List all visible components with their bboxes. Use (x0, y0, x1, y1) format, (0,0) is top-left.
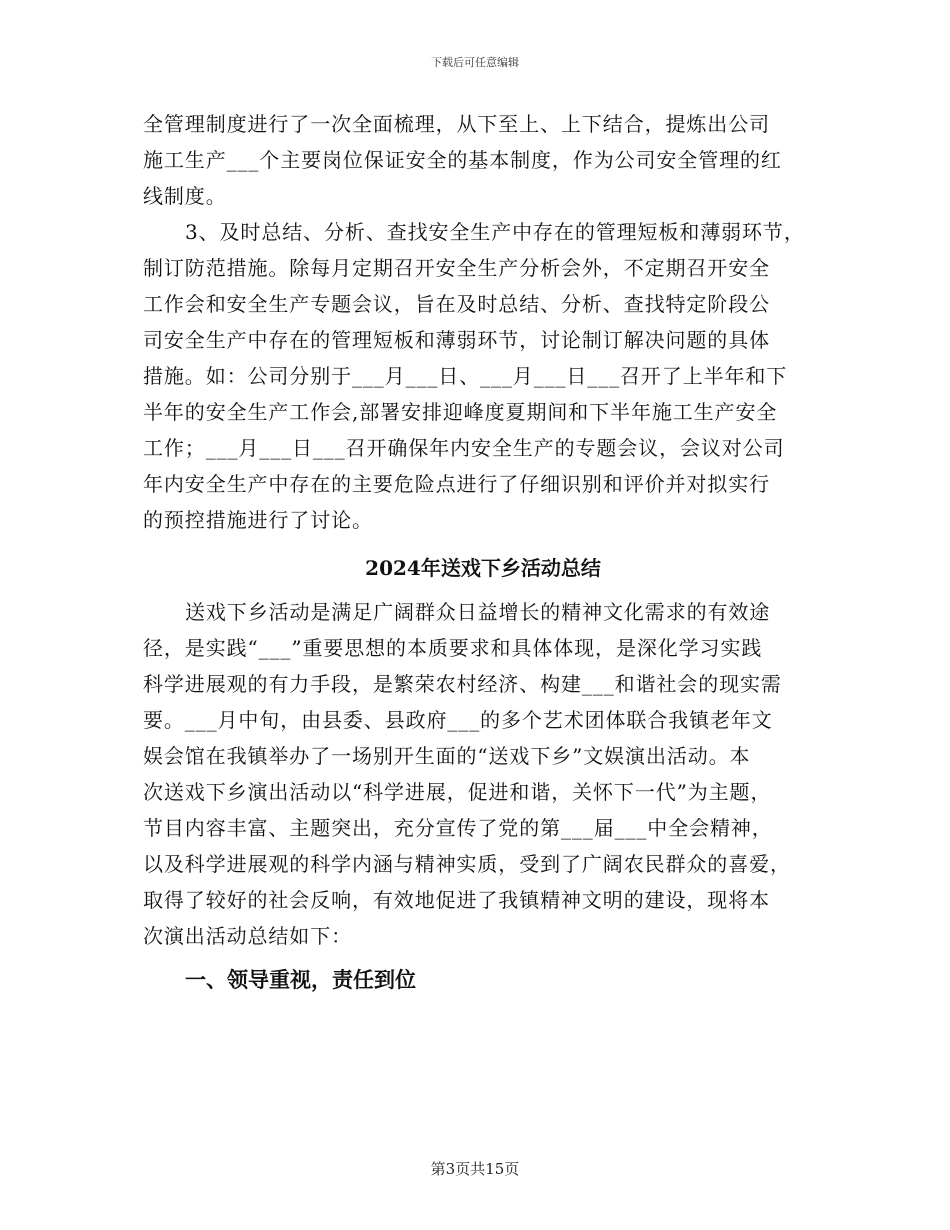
text-line: 以及科学进展观的科学内涵与精神实质，受到了广阔农民群众的喜爱， (143, 852, 791, 876)
article-intro (143, 594, 823, 954)
text-line: 次演出活动总结如下： (143, 924, 352, 948)
section-safety-analysis (143, 214, 823, 538)
text-line: 制订防范措施。除每月定期召开安全生产分析会外，不定期召开安全 (143, 256, 770, 280)
text-line: 科学进展观的有力手段，是繁荣农村经济、构建___和谐社会的现实需 (143, 672, 782, 696)
article-title: 2024年送戏下乡活动总结 (365, 556, 601, 580)
text-line: 3、及时总结、分析、查找安全生产中存在的管理短板和薄弱环节， (185, 220, 805, 244)
text-line: 节目内容丰富、主题突出，充分宣传了党的第___届___中全会精神， (143, 816, 773, 840)
text-line: 要。___月中旬，由县委、县政府___的多个艺术团体联合我镇老年文 (143, 708, 773, 732)
text-line: 年内安全生产中存在的主要危险点进行了仔细识别和评价并对拟实行 (143, 472, 770, 496)
text-line: 措施。如：公司分别于___月___日、___月___日___召开了上半年和下 (143, 364, 788, 388)
text-line: 工作；___月___日___召开确保年内安全生产的专题会议，会议对公司 (143, 436, 785, 460)
text-line: 司安全生产中存在的管理短板和薄弱环节，讨论制订解决问题的具体 (143, 328, 770, 352)
text-line: 工作会和安全生产专题会议，旨在及时总结、分析、查找特定阶段公 (143, 292, 770, 316)
section-safety-rules (143, 106, 823, 214)
text-line: 送戏下乡活动是满足广阔群众日益增长的精神文化需求的有效途 (185, 600, 771, 624)
text-line: 施工生产___个主要岗位保证安全的基本制度，作为公司安全管理的红 (143, 148, 782, 172)
text-line: 娱会馆在我镇举办了一场别开生面的“送戏下乡”文娱演出活动。本 (143, 744, 751, 768)
section-heading: 一、领导重视，责任到位 (185, 967, 416, 992)
page-header-note: 下载后可任意编辑 (431, 56, 519, 69)
text-line: 次送戏下乡演出活动以“科学进展，促进和谐，关怀下一代”为主题， (143, 780, 772, 804)
document-body (143, 106, 823, 1000)
text-line: 线制度。 (143, 184, 227, 208)
text-line: 的预控措施进行了讨论。 (143, 508, 373, 532)
text-line: 半年的安全生产工作会,部署安排迎峰度夏期间和下半年施工生产安全 (143, 400, 778, 424)
text-line: 全管理制度进行了一次全面梳理，从下至上、上下结合，提炼出公司 (143, 112, 770, 136)
text-line: 取得了较好的社会反响，有效地促进了我镇精神文明的建设，现将本 (143, 888, 770, 912)
text-line: 径，是实践“___”重要思想的本质要求和具体体现，是深化学习实践 (143, 636, 763, 660)
page-number: 第3页共15页 (430, 1160, 520, 1178)
